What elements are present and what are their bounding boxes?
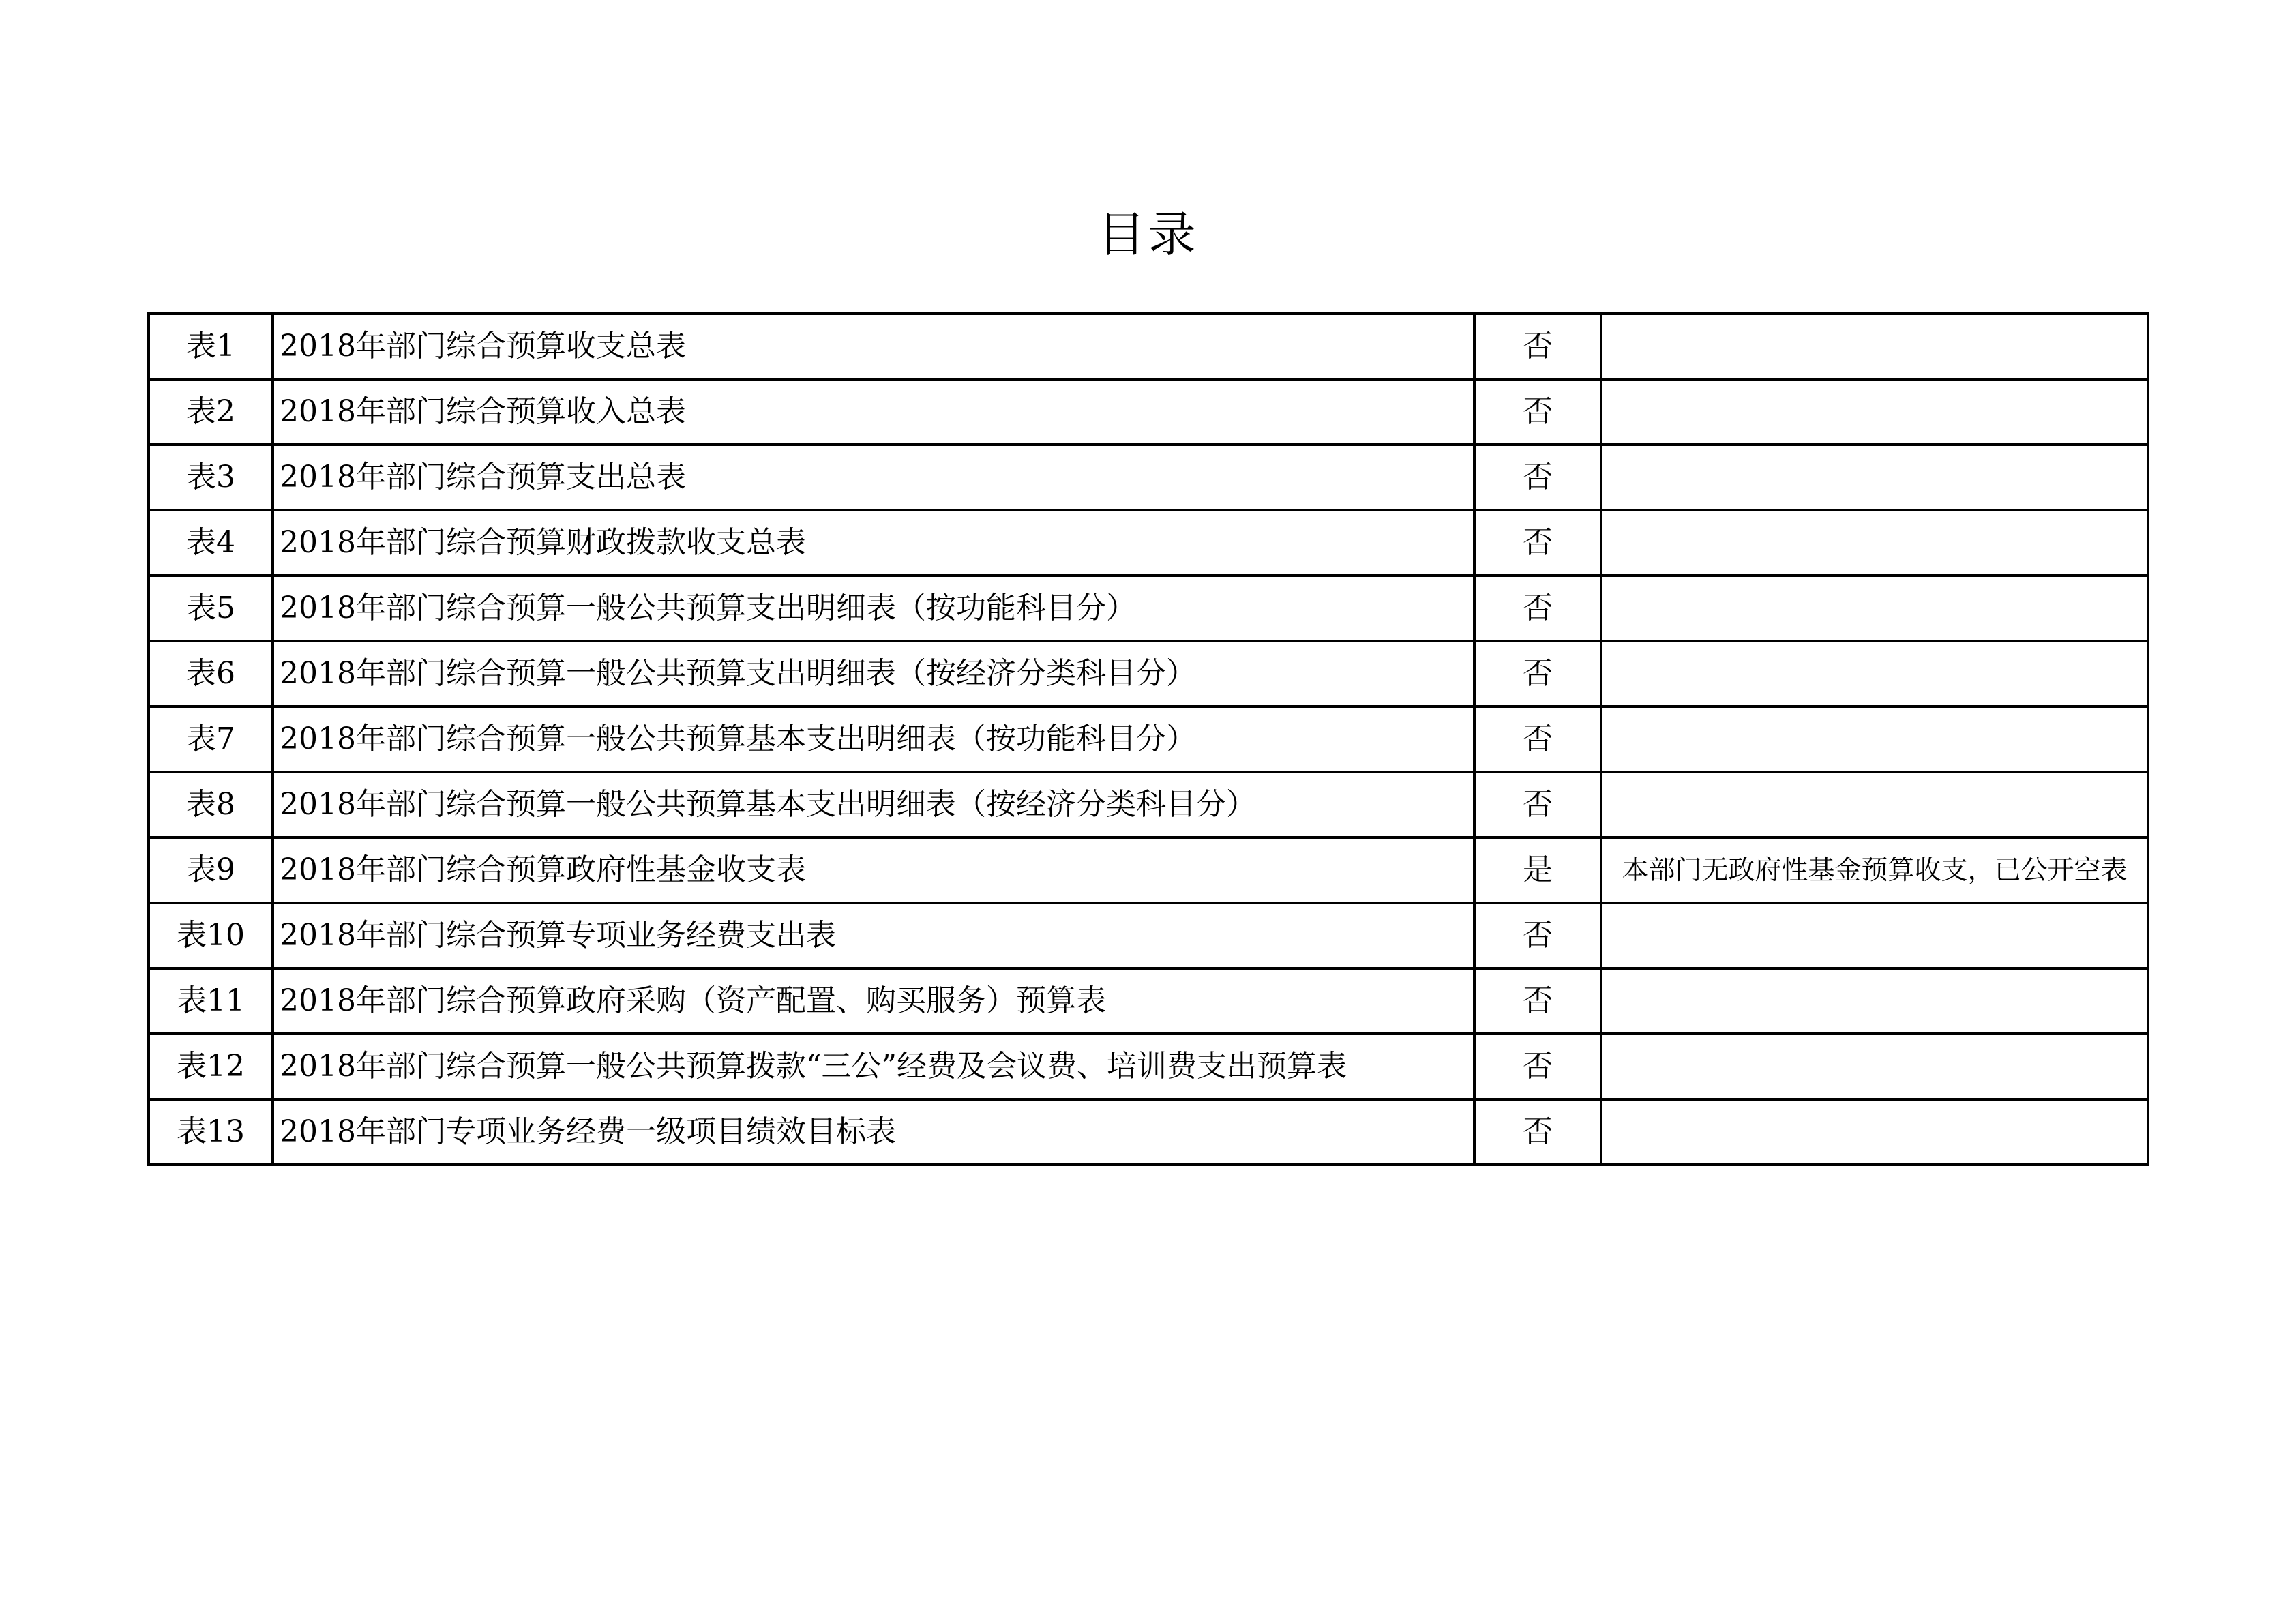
table-name-cell: 2018年部门综合预算一般公共预算支出明细表（按经济分类科目分）	[273, 641, 1474, 706]
table-number-cell: 表13	[149, 1099, 273, 1165]
empty-table-flag-cell: 否	[1474, 1034, 1601, 1099]
table-row	[149, 510, 2148, 576]
table-name-cell: 2018年部门综合预算一般公共预算基本支出明细表（按经济分类科目分）	[273, 772, 1474, 837]
note-cell	[1601, 576, 2148, 641]
table-name-cell: 2018年部门综合预算一般公共预算支出明细表（按功能科目分）	[273, 576, 1474, 641]
table-row	[149, 1034, 2148, 1099]
table-number-cell: 表9	[149, 837, 273, 903]
table-row	[149, 445, 2148, 510]
table-row	[149, 576, 2148, 641]
table-row	[149, 379, 2148, 445]
table-row	[149, 837, 2148, 903]
table-name-cell: 2018年部门综合预算一般公共预算基本支出明细表（按功能科目分）	[273, 706, 1474, 772]
table-number-cell: 表8	[149, 772, 273, 837]
table-name-cell: 2018年部门综合预算政府性基金收支表	[273, 837, 1474, 903]
note-cell	[1601, 510, 2148, 576]
note-cell	[1601, 445, 2148, 510]
table-row	[149, 772, 2148, 837]
note-cell: 本部门无政府性基金预算收支，已公开空表	[1601, 837, 2148, 903]
table-number-cell: 表4	[149, 510, 273, 576]
note-cell	[1601, 772, 2148, 837]
table-name-cell: 2018年部门综合预算收支总表	[273, 314, 1474, 379]
table-name-cell: 2018年部门综合预算专项业务经费支出表	[273, 903, 1474, 968]
empty-table-flag-cell: 否	[1474, 903, 1601, 968]
note-cell	[1601, 706, 2148, 772]
empty-table-flag-cell: 否	[1474, 314, 1601, 379]
table-of-contents	[147, 312, 2149, 1166]
empty-table-flag-cell: 否	[1474, 1099, 1601, 1165]
table-number-cell: 表5	[149, 576, 273, 641]
table-number-cell: 表12	[149, 1034, 273, 1099]
empty-table-flag-cell: 否	[1474, 772, 1601, 837]
empty-table-flag-cell: 是	[1474, 837, 1601, 903]
table-number-cell: 表1	[149, 314, 273, 379]
empty-table-flag-cell: 否	[1474, 379, 1601, 445]
table-row	[149, 968, 2148, 1034]
table-row	[149, 314, 2148, 379]
note-cell	[1601, 379, 2148, 445]
table-name-cell: 2018年部门专项业务经费一级项目绩效目标表	[273, 1099, 1474, 1165]
note-cell	[1601, 314, 2148, 379]
table-name-cell: 2018年部门综合预算一般公共预算拨款“三公”经费及会议费、培训费支出预算表	[273, 1034, 1474, 1099]
table-row	[149, 903, 2148, 968]
note-cell	[1601, 1034, 2148, 1099]
empty-table-flag-cell: 否	[1474, 968, 1601, 1034]
table-name-cell: 2018年部门综合预算财政拨款收支总表	[273, 510, 1474, 576]
table-row	[149, 641, 2148, 706]
note-cell	[1601, 1099, 2148, 1165]
note-cell	[1601, 641, 2148, 706]
table-number-cell: 表10	[149, 903, 273, 968]
table-number-cell: 表3	[149, 445, 273, 510]
note-cell	[1601, 903, 2148, 968]
table-number-cell: 表11	[149, 968, 273, 1034]
empty-table-flag-cell: 否	[1474, 576, 1601, 641]
table-row	[149, 1099, 2148, 1165]
table-number-cell: 表7	[149, 706, 273, 772]
table-row	[149, 706, 2148, 772]
page-title: 目录	[1097, 207, 1199, 263]
empty-table-flag-cell: 否	[1474, 706, 1601, 772]
table-name-cell: 2018年部门综合预算支出总表	[273, 445, 1474, 510]
table-number-cell: 表6	[149, 641, 273, 706]
note-cell	[1601, 968, 2148, 1034]
table-number-cell: 表2	[149, 379, 273, 445]
empty-table-flag-cell: 否	[1474, 641, 1601, 706]
table-name-cell: 2018年部门综合预算政府采购（资产配置、购买服务）预算表	[273, 968, 1474, 1034]
empty-table-flag-cell: 否	[1474, 445, 1601, 510]
empty-table-flag-cell: 否	[1474, 510, 1601, 576]
table-name-cell: 2018年部门综合预算收入总表	[273, 379, 1474, 445]
